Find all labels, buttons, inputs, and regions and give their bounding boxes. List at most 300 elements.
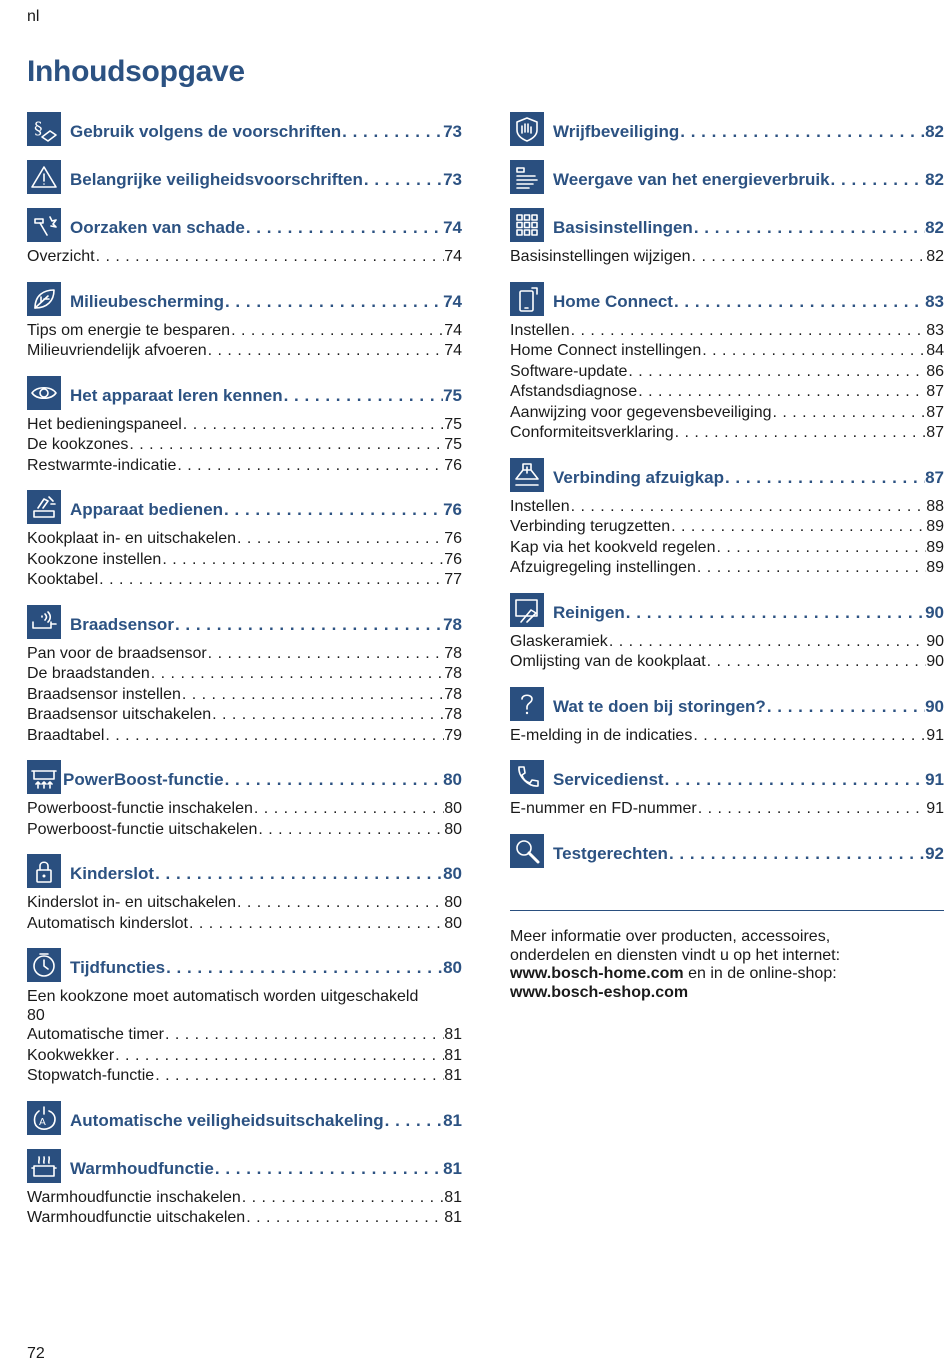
leader-dots	[181, 685, 444, 706]
entry-label: Aanwijzing voor gegevensbeveiliging	[510, 403, 772, 421]
entry-page: 90	[926, 632, 944, 650]
leader-dots	[236, 529, 444, 550]
entry-page: 74	[444, 321, 462, 339]
magnifier-icon	[510, 834, 544, 868]
entry-page: 80	[444, 894, 462, 911]
leader-dots	[245, 218, 443, 238]
leader-dots	[182, 415, 444, 436]
leader-dots	[165, 958, 443, 978]
entry-page: 89	[926, 538, 944, 556]
section-page: 81	[443, 1158, 462, 1178]
entry-page: 91	[926, 726, 944, 744]
entry-label: Braadsensor uitschakelen	[27, 706, 212, 723]
entry-label: Het bedieningspaneel	[27, 415, 182, 433]
section-heading[interactable]	[27, 760, 462, 794]
section-title-line	[553, 122, 944, 142]
toc-entry[interactable]	[27, 529, 462, 550]
toc-entry[interactable]	[27, 644, 462, 665]
leader-dots	[253, 799, 444, 820]
leaf-icon	[27, 282, 61, 316]
toc-entry[interactable]	[27, 893, 462, 914]
section-page: 78	[443, 614, 462, 634]
toc-entry[interactable]	[27, 1188, 462, 1209]
language-code: nl	[27, 8, 40, 25]
section-page: 81	[443, 1110, 462, 1130]
entry-page: 88	[926, 497, 944, 515]
auto-shutoff-icon	[27, 1101, 61, 1135]
info-line-4	[510, 984, 944, 1003]
toc-entry[interactable]	[27, 247, 462, 268]
section-page: 74	[443, 291, 462, 311]
toc-entry[interactable]	[27, 1066, 462, 1087]
entry-label: Afstandsdiagnose	[510, 383, 638, 400]
entry-label: De kookzones	[27, 436, 129, 453]
toc-section	[510, 160, 944, 194]
entry-page: 86	[926, 362, 944, 380]
section-title: Het apparaat leren kennen	[70, 385, 283, 405]
section-page: 74	[443, 218, 462, 237]
leader-dots	[114, 1046, 444, 1067]
section-heading[interactable]	[27, 948, 462, 982]
section-heading[interactable]	[27, 282, 462, 316]
entry-label: Instellen	[510, 321, 570, 339]
entry-page: 82	[926, 248, 944, 265]
toc-entry[interactable]	[27, 570, 462, 591]
entry-label: Automatische timer	[27, 1026, 164, 1043]
toc-entry[interactable]	[27, 550, 462, 571]
section-title-line	[70, 218, 462, 238]
entry-label: Kookzone instellen	[27, 550, 162, 568]
leader-dots	[664, 770, 926, 790]
section-page: 91	[925, 770, 944, 789]
entry-page: 90	[926, 653, 944, 670]
leader-dots	[830, 170, 926, 190]
cleaning-hand-icon	[510, 593, 544, 627]
entry-page: 81	[444, 1026, 462, 1043]
entry-label: Braadtabel	[27, 726, 105, 744]
leader-dots	[164, 1025, 444, 1046]
toc-entry[interactable]	[27, 664, 462, 685]
toc-entry[interactable]	[27, 341, 462, 362]
bosch-home-link[interactable]: www.bosch-home.com	[510, 965, 684, 982]
entry-label: Conformiteitsverklaring	[510, 424, 674, 441]
toc-section	[510, 760, 944, 820]
section-title: Wrijfbeveiliging	[553, 122, 680, 141]
section-title: Servicedienst	[553, 770, 664, 789]
toc-section	[27, 160, 462, 194]
toc-entry[interactable]	[27, 685, 462, 706]
section-page: 80	[443, 864, 462, 883]
svg-text:A: A	[39, 1116, 46, 1128]
entry-page: 76	[444, 456, 462, 474]
leader-dots	[691, 247, 927, 268]
pot-boost-icon	[27, 760, 61, 794]
leader-dots	[188, 914, 444, 935]
toc-section	[510, 458, 944, 579]
section-heading[interactable]	[510, 593, 944, 627]
entry-label: E-nummer en FD-nummer	[510, 800, 697, 817]
entry-page: 81	[444, 1188, 462, 1206]
entry-page: 83	[926, 321, 944, 339]
entry-page: 79	[444, 726, 462, 744]
page-number: 72	[27, 1345, 45, 1362]
warning-triangle-icon	[27, 160, 61, 194]
entry-label: Restwarmte-indicatie	[27, 456, 177, 474]
leader-dots	[150, 664, 444, 685]
section-page: 75	[443, 385, 462, 405]
toc-section	[27, 948, 462, 1087]
entry-label: E-melding in de indicaties	[510, 726, 693, 744]
entry-page: 89	[926, 518, 944, 535]
section-title: Milieubescherming	[70, 291, 224, 311]
toc-section	[27, 760, 462, 840]
svg-text:§: §	[34, 119, 43, 139]
entry-page: 80	[444, 800, 462, 817]
leader-dots	[715, 538, 926, 559]
section-title-line	[553, 697, 944, 717]
toc-section	[27, 854, 462, 934]
wipe-protection-icon	[510, 112, 544, 146]
energy-display-icon	[510, 160, 544, 194]
leader-dots	[627, 362, 926, 383]
section-title: Belangrijke veiligheidsvoorschriften	[70, 170, 363, 189]
section-title: Gebruik volgens de voorschriften	[70, 122, 342, 141]
entry-page: 74	[444, 342, 462, 359]
leader-dots	[176, 456, 444, 477]
section-title-line	[553, 292, 944, 312]
section-title-line	[553, 770, 944, 790]
leader-dots	[241, 1188, 444, 1209]
leader-dots	[224, 292, 443, 312]
info-line-1: Meer informatie over producten, accessoires,	[510, 928, 831, 945]
toc-entry[interactable]	[510, 247, 944, 268]
toc-entry[interactable]	[27, 1208, 462, 1229]
section-title: Oorzaken van schade	[70, 218, 245, 237]
section-title: Verbinding afzuigkap	[553, 467, 724, 487]
entry-label: Kookplaat in- en uitschakelen	[27, 530, 237, 547]
leader-dots	[223, 500, 443, 520]
entry-label: Powerboost-functie uitschakelen	[27, 820, 258, 838]
section-heading[interactable]	[27, 1149, 462, 1183]
entry-label: Tips om energie te besparen	[27, 321, 231, 339]
entry-label: Braadsensor instellen	[27, 685, 181, 703]
hood-icon	[510, 458, 544, 492]
entry-page: 80	[444, 820, 462, 838]
leader-dots	[230, 321, 444, 342]
leader-dots	[706, 652, 927, 673]
entry-label: Pan voor de braadsensor	[27, 644, 207, 662]
entry-page: 81	[444, 1067, 462, 1084]
toc-entry[interactable]	[510, 403, 944, 424]
section-page: 80	[443, 770, 462, 789]
section-title-line	[553, 468, 944, 488]
section-title-line	[70, 1111, 462, 1131]
entry-page: 78	[444, 644, 462, 662]
entry-page: 80	[444, 914, 462, 932]
entry-label: Home Connect instellingen	[510, 342, 702, 359]
leader-dots	[673, 292, 925, 312]
toc-entry[interactable]	[27, 726, 462, 747]
toc-entry[interactable]	[510, 382, 944, 403]
section-heading[interactable]	[510, 458, 944, 492]
hand-cooktop-icon	[27, 490, 61, 524]
section-title: PowerBoost-functie	[63, 770, 224, 789]
toc-left-column	[27, 112, 462, 1243]
entry-page: 91	[926, 800, 944, 817]
leader-dots	[670, 517, 926, 538]
section-title: Kinderslot	[70, 864, 155, 883]
toc-entry[interactable]	[27, 820, 462, 841]
section-title-line	[70, 615, 462, 635]
entry-label: Afzuigregeling instellingen	[510, 559, 696, 576]
entry-page: 76	[444, 530, 462, 547]
section-page: 73	[443, 122, 462, 141]
entry-label: Basisinstellingen wijzigen	[510, 248, 691, 265]
entry-page: 87	[926, 403, 944, 421]
leader-dots	[766, 697, 925, 717]
entry-label: Stopwatch-functie	[27, 1067, 155, 1084]
toc-section	[27, 1149, 462, 1229]
lock-icon	[27, 854, 61, 888]
toc-entry[interactable]	[510, 538, 944, 559]
entry-label: Automatisch kinderslot	[27, 914, 188, 932]
toc-entry[interactable]	[27, 987, 462, 1025]
info-mid-text: en in de online-shop:	[683, 965, 837, 982]
leader-dots	[570, 497, 927, 518]
leader-dots	[283, 386, 444, 406]
section-page: 82	[925, 122, 944, 141]
section-heading[interactable]	[510, 687, 944, 721]
leader-dots	[363, 170, 443, 190]
section-title-line	[70, 170, 462, 190]
section-heading[interactable]	[27, 160, 462, 194]
hammer-damage-icon	[27, 208, 61, 242]
section-heading[interactable]	[27, 605, 462, 639]
leader-dots	[637, 382, 926, 403]
leader-dots	[214, 1159, 443, 1179]
toc-section	[27, 490, 462, 591]
section-title: Weergave van het energieverbruik	[553, 170, 830, 189]
entry-label: Glaskeramiek	[510, 632, 608, 650]
leader-dots	[696, 558, 926, 579]
toc-entry[interactable]	[510, 321, 944, 342]
entry-page: 81	[444, 1209, 462, 1226]
entry-label: Omlijsting van de kookplaat	[510, 653, 706, 670]
bosch-eshop-link[interactable]: www.bosch-eshop.com	[510, 983, 689, 1001]
leader-dots	[128, 435, 444, 456]
entry-page: 80	[27, 1007, 45, 1024]
grid-settings-icon	[510, 208, 544, 242]
pan-sensor-icon	[27, 605, 61, 639]
toc-entry[interactable]	[510, 341, 944, 362]
entry-label: Software-update	[510, 362, 628, 380]
toc-entry[interactable]	[27, 914, 462, 935]
entry-label: Powerboost-functie inschakelen	[27, 800, 253, 817]
toc-entry[interactable]	[510, 632, 944, 653]
toc-section	[27, 376, 462, 477]
toc-section	[27, 112, 462, 146]
leader-dots	[692, 726, 926, 747]
entry-label: Kinderslot in- en uitschakelen	[27, 894, 237, 911]
leader-dots	[341, 122, 443, 142]
toc-entry[interactable]	[27, 415, 462, 436]
section-heading[interactable]	[27, 1101, 462, 1135]
section-heading[interactable]	[27, 376, 462, 410]
entry-page: 77	[444, 571, 462, 588]
leader-dots	[570, 321, 927, 342]
section-page: 80	[443, 958, 462, 977]
toc-entry[interactable]	[510, 726, 944, 747]
toc-entry[interactable]	[510, 558, 944, 579]
leader-dots	[104, 726, 444, 747]
section-title-line	[70, 292, 462, 312]
entry-page: 78	[444, 706, 462, 723]
toc-entry[interactable]	[510, 517, 944, 538]
toc-entry[interactable]	[27, 1046, 462, 1067]
leader-dots	[724, 468, 925, 488]
section-heading[interactable]	[510, 760, 944, 794]
toc-entry[interactable]	[27, 435, 462, 456]
leader-dots	[384, 1111, 443, 1131]
smartphone-icon	[510, 282, 544, 316]
section-page: 82	[925, 170, 944, 189]
section-heading[interactable]	[510, 834, 944, 868]
leader-dots	[224, 770, 444, 790]
leader-dots	[154, 864, 443, 884]
section-title: Wat te doen bij storingen?	[553, 696, 766, 716]
entry-label: Kooktabel	[27, 571, 99, 588]
entry-label: Warmhoudfunctie uitschakelen	[27, 1209, 246, 1226]
section-heading[interactable]	[27, 854, 462, 888]
section-title-line	[553, 170, 944, 190]
toc-entry[interactable]	[27, 799, 462, 820]
section-page: 83	[925, 291, 944, 311]
entry-page: 84	[926, 342, 944, 359]
section-page: 82	[925, 218, 944, 237]
entry-label: Warmhoudfunctie inschakelen	[27, 1188, 241, 1206]
entry-label: Kookwekker	[27, 1046, 115, 1064]
section-heading[interactable]	[27, 112, 462, 146]
section-heading[interactable]	[510, 160, 944, 194]
entry-page: 74	[444, 248, 462, 265]
toc-section	[510, 112, 944, 146]
section-title: Testgerechten	[553, 843, 668, 863]
toc-entry[interactable]	[27, 1025, 462, 1046]
leader-dots	[236, 893, 444, 914]
section-page: 90	[925, 696, 944, 716]
leader-dots	[668, 844, 925, 864]
section-title-line	[70, 1159, 462, 1179]
section-title: Apparaat bedienen	[70, 500, 224, 519]
section-heading[interactable]	[510, 208, 944, 242]
leader-dots	[679, 122, 925, 142]
entry-page: 78	[444, 685, 462, 703]
toc-entry[interactable]	[510, 362, 944, 383]
section-heading[interactable]	[510, 282, 944, 316]
info-divider	[510, 910, 944, 911]
leader-dots	[174, 615, 443, 635]
toc-section	[27, 1101, 462, 1135]
section-title: Home Connect	[553, 291, 673, 311]
entry-label: Een kookzone moet automatisch worden uitgeschakeld	[27, 988, 419, 1005]
toc-entry[interactable]	[510, 652, 944, 673]
section-title: Braadsensor	[70, 614, 174, 634]
toc-entry[interactable]	[510, 497, 944, 518]
entry-page: 89	[926, 559, 944, 576]
leader-dots	[701, 341, 926, 362]
entry-label: Verbinding terugzetten	[510, 518, 671, 535]
section-title-line	[553, 844, 944, 864]
section-page: 73	[443, 170, 462, 189]
section-heading[interactable]	[27, 490, 462, 524]
section-title-line	[553, 603, 944, 623]
leader-dots	[772, 403, 927, 424]
section-title-line	[70, 864, 462, 884]
leader-dots	[674, 423, 927, 444]
info-block	[510, 928, 944, 1002]
entry-page: 75	[444, 415, 462, 433]
toc-entry[interactable]	[27, 705, 462, 726]
leader-dots	[211, 705, 444, 726]
page-title: Inhoudsopgave	[27, 55, 245, 88]
entry-page: 78	[444, 665, 462, 682]
toc-section	[27, 208, 462, 268]
section-page: 76	[443, 500, 462, 519]
section-title: Basisinstellingen	[553, 218, 693, 237]
section-title-line	[63, 770, 462, 790]
section-title: Warmhoudfunctie	[70, 1158, 214, 1178]
toc-section	[510, 834, 944, 868]
section-heading[interactable]	[27, 208, 462, 242]
question-icon	[510, 687, 544, 721]
entry-label: Kap via het kookveld regelen	[510, 538, 716, 556]
toc-section	[27, 605, 462, 747]
leader-dots	[154, 1066, 444, 1087]
leader-dots	[161, 550, 444, 571]
entry-page: 87	[926, 424, 944, 441]
toc-entry[interactable]	[510, 423, 944, 444]
leader-dots	[608, 632, 926, 653]
clock-icon	[27, 948, 61, 982]
toc-section	[27, 282, 462, 362]
entry-page: 75	[444, 436, 462, 453]
entry-page: 76	[444, 550, 462, 568]
toc-right-column	[510, 112, 944, 882]
section-title: Tijdfuncties	[70, 958, 166, 977]
leader-dots	[95, 247, 445, 268]
section-title-line	[553, 218, 944, 238]
toc-section	[510, 208, 944, 268]
leader-dots	[207, 644, 445, 665]
leader-dots	[98, 570, 444, 591]
section-title-line	[70, 958, 462, 978]
section-page: 92	[925, 843, 944, 863]
section-page: 87	[925, 467, 944, 487]
leader-dots	[245, 1208, 444, 1229]
info-line-3	[510, 965, 944, 984]
leader-dots	[257, 820, 444, 841]
eye-icon	[27, 376, 61, 410]
entry-page: 87	[926, 383, 944, 400]
toc-entry[interactable]	[27, 321, 462, 342]
toc-entry[interactable]	[510, 799, 944, 820]
info-line-2: onderdelen en diensten vindt u op het internet:	[510, 946, 841, 964]
toc-entry[interactable]	[27, 456, 462, 477]
section-heading[interactable]	[510, 112, 944, 146]
entry-label: Milieuvriendelijk afvoeren	[27, 342, 207, 359]
leader-dots	[693, 218, 925, 238]
leader-dots	[625, 603, 925, 623]
